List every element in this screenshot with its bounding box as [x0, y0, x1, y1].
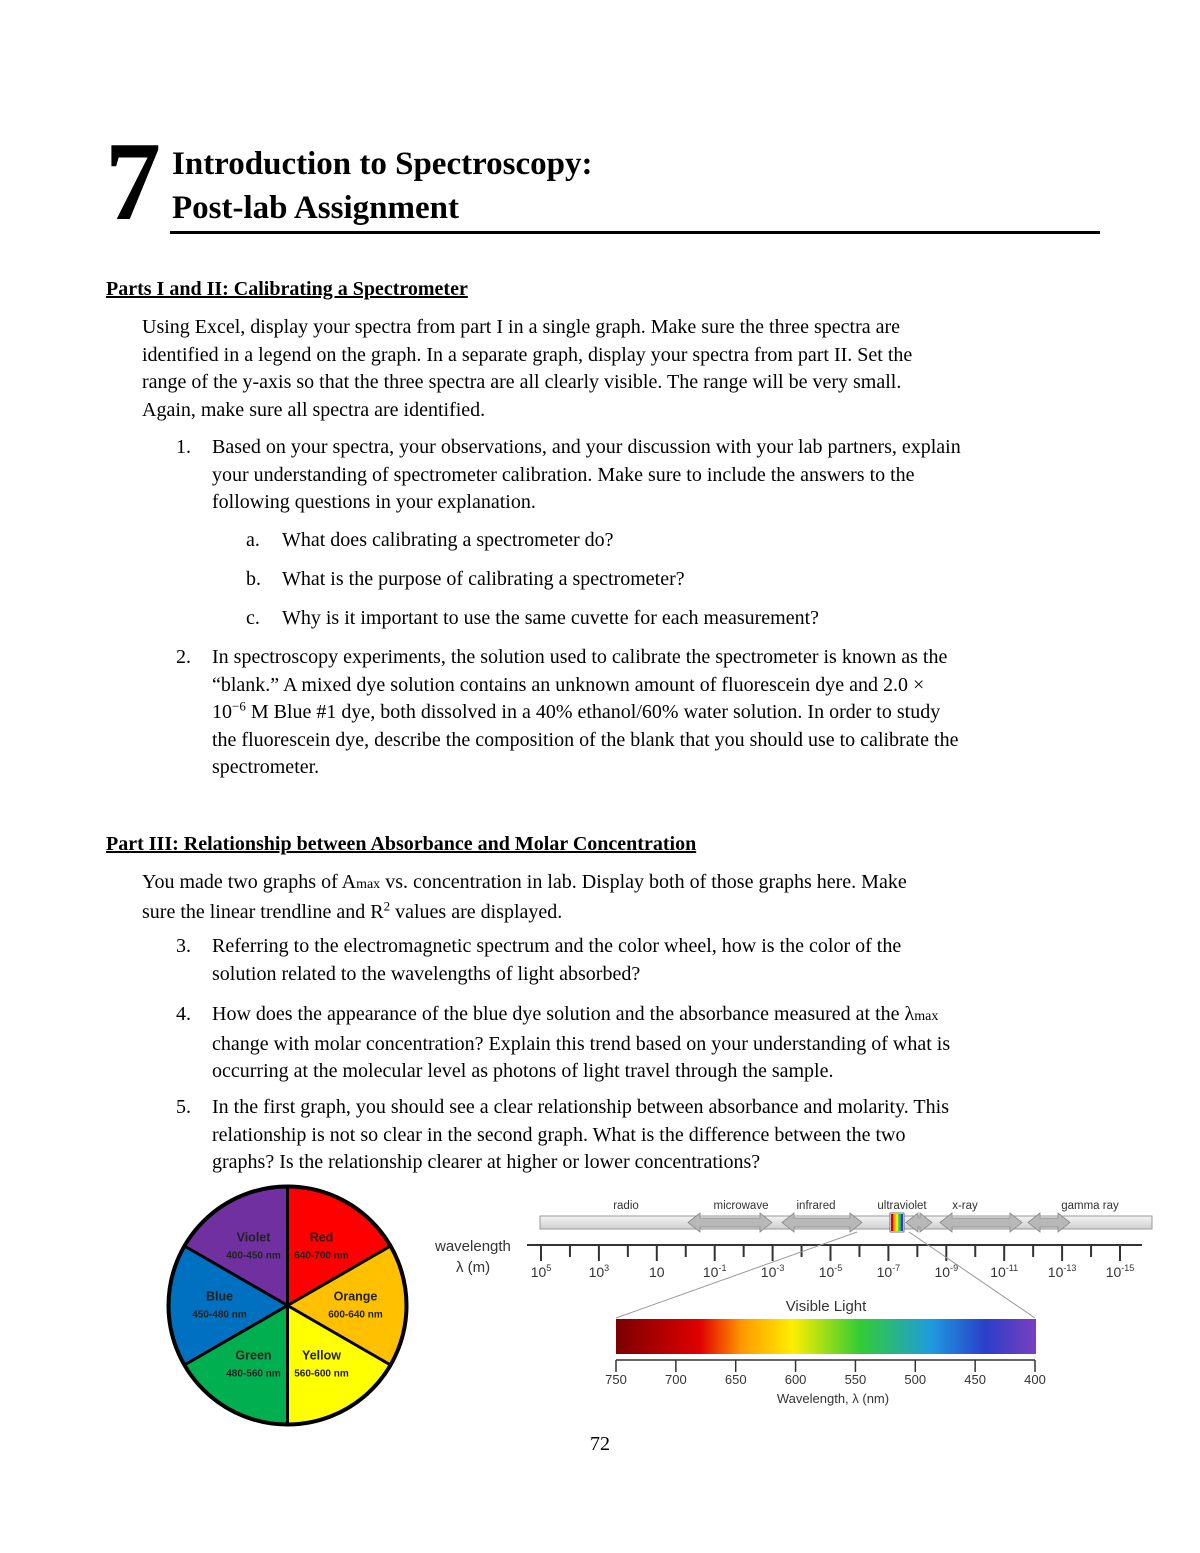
- section-heading-part1: Parts I and II: Calibrating a Spectrometer: [106, 278, 468, 300]
- visible-tick-label: 600: [784, 1372, 807, 1387]
- part1-intro-line: Again, make sure all spectra are identified.: [142, 398, 486, 421]
- wavelength-tick-label: 10: [649, 1264, 665, 1280]
- intro-text: You made two graphs of A: [142, 871, 357, 893]
- question-1-line: Based on your spectra, your observations, and your discussion with your lab partners, explain: [212, 436, 961, 458]
- color-wheel-range-green: 480-560 nm: [226, 1368, 281, 1380]
- part3-intro-line-1: [142, 869, 907, 899]
- question-4-line: change with molar concentration? Explain this trend based on your understanding of what is: [212, 1032, 951, 1055]
- visible-stripe: [898, 1214, 900, 1231]
- wavelength-axis-unit: λ (m): [456, 1259, 491, 1276]
- intro-text: vs. concentration in lab. Display both of those graphs here. Make: [380, 871, 907, 893]
- question-1b-text: What is the purpose of calibrating a spectrometer?: [282, 568, 685, 590]
- question-4-line-1: [212, 1001, 950, 1031]
- question-1: [212, 434, 961, 517]
- color-wheel-range-violet: 400-450 nm: [226, 1250, 281, 1262]
- question-1a-letter: a.: [246, 529, 260, 551]
- wavelength-tick-label: $10^{-15}$: [1105, 1263, 1135, 1280]
- wavelength-tick-label: $10^{-7}$: [876, 1263, 901, 1280]
- exponent-base: 10: [212, 701, 232, 723]
- visible-stripe: [891, 1214, 893, 1231]
- question-1a-text: What does calibrating a spectrometer do?: [282, 529, 614, 551]
- visible-tick-label: 500: [904, 1372, 927, 1387]
- section-heading-part3: Part III: Relationship between Absorbance and Molar Concentration: [106, 833, 697, 855]
- question-1b-letter: b.: [246, 568, 261, 590]
- intro-text: values are displayed.: [390, 900, 563, 923]
- visible-tick-label: 450: [964, 1372, 986, 1387]
- question-5-line: graphs? Is the relationship clearer at higher or lower concentrations?: [212, 1151, 761, 1173]
- question-5-number: 5.: [176, 1096, 191, 1118]
- part1-intro: [142, 314, 912, 424]
- question-4: [212, 1001, 950, 1086]
- visible-tick-label: 650: [724, 1372, 747, 1387]
- question-2-line: the fluorescein dye, describe the composition of the blank that you should use to calibrate the: [212, 728, 959, 751]
- color-wheel-label-orange: Orange: [333, 1289, 378, 1304]
- visible-stripe: [896, 1214, 898, 1231]
- question-1c-letter: c.: [246, 607, 260, 629]
- question-2-number: 2.: [176, 646, 191, 668]
- question-5: [212, 1094, 949, 1177]
- question-2-line-3: [212, 699, 958, 727]
- em-region-label-radio: radio: [613, 1200, 639, 1212]
- page-title-line-1: Introduction to Spectroscopy:: [172, 146, 593, 182]
- page-number: 72: [590, 1433, 610, 1455]
- wavelength-tick-label: $10^{-11}$: [990, 1263, 1019, 1280]
- wavelength-tick-label: $10^{-1}$: [702, 1263, 727, 1280]
- color-wheel-range-red: 640-700 nm: [294, 1250, 349, 1262]
- part3-intro-line-2: [142, 899, 907, 927]
- visible-light-title: Visible Light: [785, 1298, 867, 1315]
- part1-intro-line: Using Excel, display your spectra from part I in a single graph. Make sure the three spectra are: [142, 316, 901, 338]
- question-4-number: 4.: [176, 1003, 191, 1025]
- color-wheel-range-blue: 450-480 nm: [192, 1309, 247, 1321]
- em-region-label-infrared: infrared: [796, 1200, 836, 1212]
- color-wheel-label-blue: Blue: [205, 1289, 234, 1304]
- visible-tick-label: 750: [605, 1372, 627, 1387]
- visible-ticks: [605, 1360, 1046, 1387]
- wavelength-tick-label: $10^5$: [530, 1263, 552, 1280]
- question-4-text: How does the appearance of the blue dye solution and the absorbance measured at the λ: [212, 1003, 915, 1025]
- max-subscript: max: [914, 1009, 939, 1024]
- visible-stripe: [901, 1214, 903, 1231]
- color-wheel-label-violet: Violet: [236, 1230, 271, 1245]
- question-5-line: relationship is not so clear in the second graph. What is the difference between the two: [212, 1123, 906, 1146]
- question-5-line: In the first graph, you should see a clear relationship between absorbance and molarity. This: [212, 1096, 949, 1118]
- question-1-number: 1.: [176, 436, 191, 458]
- em-region-label-gamma-ray: gamma ray: [1061, 1200, 1119, 1212]
- visible-tick-label: 700: [665, 1372, 687, 1387]
- wavelength-tick-label: $10^{-9}$: [934, 1263, 959, 1280]
- question-4-line: occurring at the molecular level as photons of light travel through the sample.: [212, 1060, 834, 1082]
- question-2: [212, 644, 958, 782]
- wavelength-axis-label: wavelength: [435, 1238, 511, 1255]
- question-2-line: spectrometer.: [212, 756, 320, 778]
- page-title-line-2: Post-lab Assignment: [172, 190, 459, 226]
- wavelength-tick-label: $10^{-13}$: [1047, 1263, 1077, 1280]
- intro-text: sure the linear trendline and R: [142, 900, 384, 923]
- question-3-line: solution related to the wavelengths of light absorbed?: [212, 962, 641, 985]
- title-rule: [170, 231, 1100, 234]
- em-region-label-microwave: microwave: [713, 1200, 769, 1212]
- color-wheel-label-yellow: Yellow: [302, 1348, 341, 1363]
- em-spectrum-diagram: [430, 1195, 1160, 1410]
- wavelength-tick-label: $10^{-3}$: [760, 1263, 785, 1280]
- visible-tick-label: 400: [1024, 1372, 1046, 1387]
- visible-stripe: [893, 1214, 895, 1231]
- max-subscript: max: [356, 877, 381, 892]
- wavelength-tick-label: $10^{-5}$: [818, 1263, 843, 1280]
- color-wheel-label-green: Green: [235, 1348, 272, 1363]
- color-wheel: [165, 1183, 410, 1428]
- question-3-line: Referring to the electromagnetic spectrum and the color wheel, how is the color of the: [212, 935, 902, 957]
- color-wheel-range-yellow: 560-600 nm: [294, 1368, 349, 1380]
- part3-intro: [142, 869, 907, 926]
- part1-intro-line: identified in a legend on the graph. In a separate graph, display your spectra from part II. Set the: [142, 343, 913, 366]
- visible-axis-label: Wavelength, λ (nm): [776, 1391, 890, 1406]
- em-region-label-ultraviolet: ultraviolet: [877, 1200, 927, 1212]
- r-squared-superscript: 2: [383, 897, 391, 913]
- wavelength-ticks: [531, 1245, 1135, 1280]
- chapter-number: 7: [105, 120, 161, 244]
- question-1c-text: Why is it important to use the same cuvette for each measurement?: [282, 607, 820, 629]
- visible-spectrum-bar: [616, 1319, 1036, 1354]
- question-2-line: In spectroscopy experiments, the solution used to calibrate the spectrometer is known as the: [212, 646, 948, 668]
- question-3: [212, 933, 901, 988]
- question-1-line: your understanding of spectrometer calibration. Make sure to include the answers to the: [212, 463, 915, 486]
- exponent: −6: [232, 698, 246, 714]
- part1-intro-line: range of the y-axis so that the three spectra are all clearly visible. The range will be very small.: [142, 371, 902, 393]
- em-region-labels: [613, 1200, 1119, 1212]
- color-wheel-range-orange: 600-640 nm: [328, 1309, 383, 1321]
- question-2-line-3-rest: M Blue #1 dye, both dissolved in a 40% ethanol/60% water solution. In order to study: [245, 701, 941, 723]
- question-1-line: following questions in your explanation.: [212, 491, 536, 513]
- visible-tick-label: 550: [844, 1372, 867, 1387]
- em-region-label-x-ray: x-ray: [952, 1200, 978, 1212]
- color-wheel-label-red: Red: [309, 1230, 334, 1245]
- question-2-line: “blank.” A mixed dye solution contains an unknown amount of fluorescein dye and 2.0 ×: [212, 673, 925, 696]
- question-3-number: 3.: [176, 935, 191, 957]
- wavelength-tick-label: $10^3$: [588, 1263, 610, 1280]
